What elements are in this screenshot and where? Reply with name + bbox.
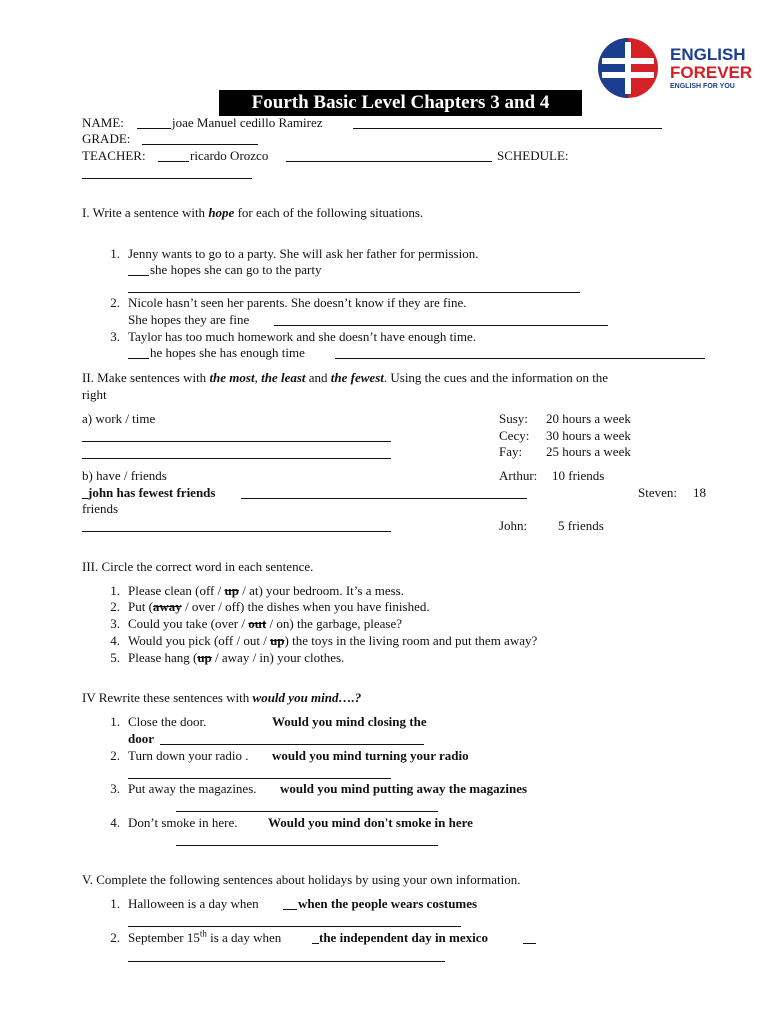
schedule-label: SCHEDULE: xyxy=(497,148,569,163)
s5-item-2-lead-line xyxy=(312,943,319,944)
s5-item-2-tail-line xyxy=(523,943,536,944)
info-name: Arthur: xyxy=(499,468,538,483)
logo-tagline: ENGLISH FOR YOU xyxy=(670,83,735,90)
s5-item-1-answer[interactable]: when the people wears costumes xyxy=(298,896,478,911)
s3-item-1: Please clean (off / up / at) your bedroom. It’s a mess. xyxy=(128,583,404,598)
s2-b-answer[interactable]: john has fewest friends xyxy=(88,485,216,500)
teacher-label: TEACHER: xyxy=(82,148,146,163)
s5-item-1-prompt: Halloween is a day when xyxy=(128,896,259,911)
s5-item-2-prompt: September 15th is a day when xyxy=(128,928,282,945)
s2-b-line-2[interactable] xyxy=(82,531,391,532)
s2-b-wrap: friends xyxy=(82,501,119,516)
logo-text-english: ENGLISH xyxy=(670,45,746,64)
info-value: 10 friends xyxy=(552,468,605,483)
s2-a-line-2[interactable] xyxy=(82,458,391,459)
s4-item-3-answer[interactable]: would you mind putting away the magazines xyxy=(280,781,528,796)
item-number: 1. xyxy=(110,896,120,911)
circled-word[interactable]: out xyxy=(248,616,267,631)
info-name: Steven: xyxy=(638,485,677,500)
info-value: 25 hours a week xyxy=(546,444,631,459)
item-number: 5. xyxy=(110,650,120,665)
s1-item-1-lead-line xyxy=(128,275,149,276)
info-value: 20 hours a week xyxy=(546,411,631,426)
section-1-heading: I. Write a sentence with hope for each of the following situations. xyxy=(82,205,424,220)
s4-item-4-prompt: Don’t smoke in here. xyxy=(128,815,238,830)
s3-item-4: Would you pick (off / out / up) the toys in the living room and put them away? xyxy=(128,633,538,648)
section-3-heading: III. Circle the correct word in each sentence. xyxy=(82,559,314,574)
english-forever-logo xyxy=(596,36,760,100)
s1-item-2-answer[interactable]: She hopes they are fine xyxy=(128,312,250,327)
item-number: 1. xyxy=(110,714,120,729)
s4-item-1-line xyxy=(160,744,424,745)
name-underline xyxy=(353,128,662,129)
info-name: Fay: xyxy=(499,444,523,459)
teacher-value[interactable]: ricardo Orozco xyxy=(190,148,269,163)
s4-item-1-answer[interactable]: Would you mind closing the xyxy=(272,714,427,729)
s1-item-3-answer[interactable]: he hopes she has enough time xyxy=(150,345,305,360)
circled-word[interactable]: up xyxy=(270,633,285,648)
item-number: 2. xyxy=(110,295,120,310)
teacher-underline xyxy=(286,161,492,162)
s4-item-3-line xyxy=(176,811,438,812)
circled-word[interactable]: up xyxy=(197,650,212,665)
s5-item-1-line xyxy=(128,926,461,927)
s4-item-4-answer[interactable]: Would you mind don't smoke in here xyxy=(268,815,473,830)
s5-item-2-line xyxy=(128,961,445,962)
info-name: John: xyxy=(499,518,528,533)
grade-label: GRADE: xyxy=(82,131,131,146)
s2-cue-a: a) work / time xyxy=(82,411,156,426)
name-underline-lead xyxy=(137,128,171,129)
s3-item-3: Could you take (over / out / on) the garbage, please? xyxy=(128,616,403,631)
s4-item-1-wrap[interactable]: door xyxy=(128,731,154,746)
item-number: 4. xyxy=(110,633,120,648)
s1-item-2-line xyxy=(274,325,608,326)
circled-word[interactable]: up xyxy=(224,583,239,598)
s5-item-1-lead-line xyxy=(283,909,297,910)
section-5-heading: V. Complete the following sentences about holidays by using your own information. xyxy=(82,872,521,887)
teacher-underline-lead xyxy=(158,161,189,162)
item-number: 3. xyxy=(110,781,120,796)
s1-item-2-prompt: Nicole hasn’t seen her parents. She doesn’t know if they are fine. xyxy=(128,295,467,310)
schedule-field[interactable] xyxy=(82,178,252,179)
logo-text-forever: FOREVER xyxy=(670,63,753,82)
section-2-heading-line-2: right xyxy=(82,387,107,402)
item-number: 1. xyxy=(110,246,120,261)
s1-item-3-prompt: Taylor has too much homework and she doesn’t have enough time. xyxy=(128,329,476,344)
s4-item-2-answer[interactable]: would you mind turning your radio xyxy=(272,748,469,763)
section-4-heading: IV Rewrite these sentences with would you mind….? xyxy=(82,690,362,705)
item-number: 2. xyxy=(110,930,120,945)
s2-b-line xyxy=(241,498,527,499)
s4-item-2-prompt: Turn down your radio . xyxy=(128,748,249,763)
circled-word[interactable]: away xyxy=(152,599,182,614)
info-name: Susy: xyxy=(499,411,528,426)
s4-item-3-prompt: Put away the magazines. xyxy=(128,781,257,796)
s1-item-1-prompt: Jenny wants to go to a party. She will ask her father for permission. xyxy=(128,246,479,261)
item-number: 1. xyxy=(110,583,120,598)
s1-item-1-answer[interactable]: she hopes she can go to the party xyxy=(150,262,322,277)
logo-emblem-icon xyxy=(596,36,660,100)
info-value: 30 hours a week xyxy=(546,428,631,443)
s3-item-2: Put (away / over / off) the dishes when you have finished. xyxy=(128,599,430,614)
s4-item-2-line xyxy=(128,778,391,779)
s1-item-1-line xyxy=(128,292,580,293)
item-number: 3. xyxy=(110,616,120,631)
s4-item-1-prompt: Close the door. xyxy=(128,714,207,729)
item-number: 2. xyxy=(110,599,120,614)
grade-field[interactable] xyxy=(142,144,258,145)
info-value: 18 xyxy=(693,485,706,500)
name-value[interactable]: joae Manuel cedillo Ramirez xyxy=(172,115,323,130)
s4-item-4-line xyxy=(176,845,438,846)
item-number: 3. xyxy=(110,329,120,344)
s1-item-3-line xyxy=(335,358,705,359)
s2-cue-b: b) have / friends xyxy=(82,468,167,483)
name-label: NAME: xyxy=(82,115,124,130)
s3-item-5: Please hang (up / away / in) your clothes. xyxy=(128,650,345,665)
s2-a-line-1[interactable] xyxy=(82,441,391,442)
item-number: 2. xyxy=(110,748,120,763)
section-2-heading: II. Make sentences with the most, the least and the fewest. Using the cues and the information on the xyxy=(82,370,609,385)
info-name: Cecy: xyxy=(499,428,530,443)
page-title: Fourth Basic Level Chapters 3 and 4 xyxy=(219,90,582,116)
s5-item-2-answer[interactable]: the independent day in mexico xyxy=(319,930,489,945)
info-value: 5 friends xyxy=(558,518,604,533)
s1-item-3-lead-line xyxy=(128,358,149,359)
item-number: 4. xyxy=(110,815,120,830)
